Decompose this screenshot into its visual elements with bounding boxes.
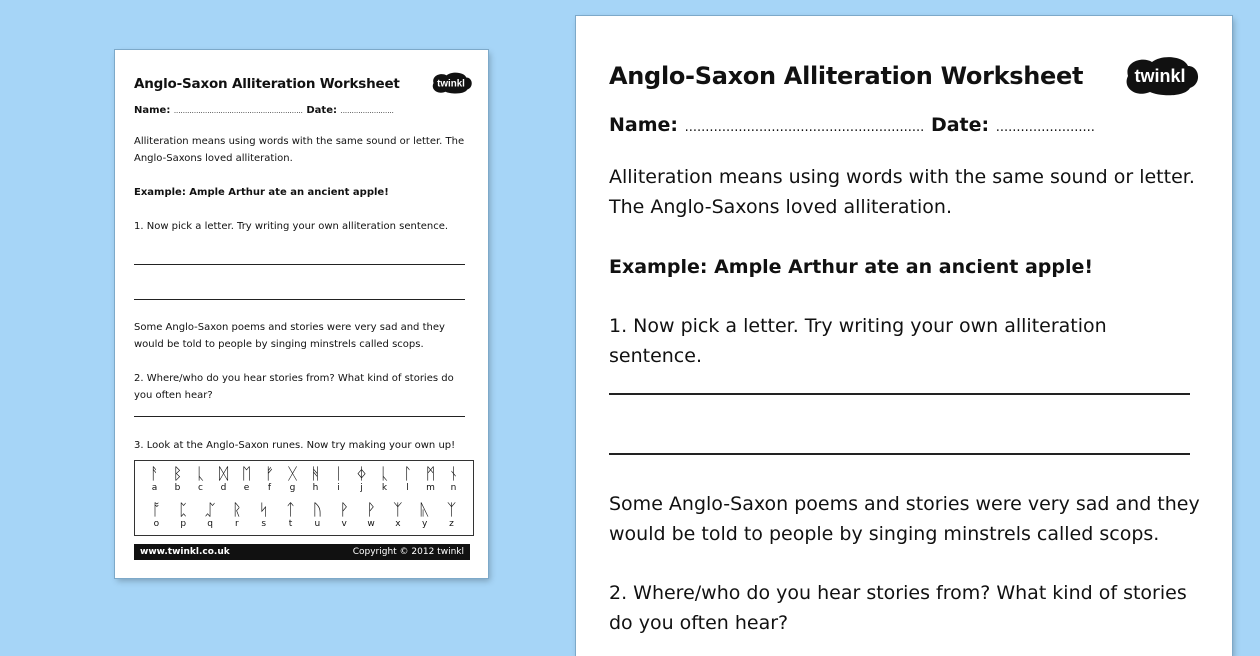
rune-letter: l <box>406 483 409 493</box>
rune-letter: q <box>207 519 213 529</box>
rune-letter: x <box>395 519 401 529</box>
rune-letter: d <box>220 483 227 493</box>
date-label: Date: <box>930 114 990 136</box>
rune-letter: m <box>426 483 435 493</box>
footer-bar <box>134 544 470 560</box>
name-date-row <box>609 114 1199 136</box>
scops-text: Some Anglo-Saxon poems and stories were very sad and they would be told to people by singing minstrels called scops. <box>134 322 445 350</box>
rune-letter: y <box>422 519 428 529</box>
rune-glyph: ᛚ <box>402 464 413 483</box>
rune-letter: r <box>235 519 239 529</box>
rune-glyph: ᚨ <box>149 464 160 483</box>
rune-glyph: ᚻ <box>310 464 321 483</box>
rune-row <box>135 465 473 483</box>
rune-glyph: ᛖ <box>241 464 252 483</box>
footer-copyright: Copyright © 2012 twinkl <box>352 547 464 557</box>
logo-text: twinkl <box>1134 66 1186 86</box>
rune-glyph: ᚢ <box>312 500 323 519</box>
rune-glyph: ᚠ <box>264 464 275 483</box>
page-title: Anglo-Saxon Alliteration Worksheet <box>609 62 1084 90</box>
answer-line[interactable] <box>134 416 465 417</box>
rune-letter: f <box>267 483 272 493</box>
rune-glyph: ᛏ <box>285 500 296 519</box>
rune-glyph: ᛉ <box>393 500 403 519</box>
rune-letter: u <box>314 519 321 529</box>
name-date-row <box>134 105 468 116</box>
question-1: 1. Now pick a letter. Try writing your own alliteration sentence. <box>134 221 449 232</box>
rune-letter: o <box>153 519 160 529</box>
rune-glyph: ᛄ <box>356 464 367 483</box>
rune-letter: w <box>367 519 375 529</box>
rune-glyph: ᛈ <box>178 500 189 519</box>
rune-letter: k <box>381 483 388 493</box>
rune-letter: e <box>243 483 250 493</box>
rune-letter: t <box>288 519 293 529</box>
answer-line[interactable] <box>134 264 465 265</box>
rune-glyph: ᛞ <box>218 464 229 483</box>
rune-row <box>135 501 473 519</box>
rune-glyph: ᛉ <box>446 500 457 519</box>
rune-glyph: ᚱ <box>232 500 242 519</box>
rune-letter: a <box>151 483 158 493</box>
rune-letter: c <box>198 483 203 493</box>
name-label: Name: <box>134 105 171 116</box>
intro-text: Alliteration means using words with the same sound or letter. The Anglo-Saxons loved alliteration. <box>134 136 465 164</box>
date-field[interactable]: ........................ <box>995 120 1095 135</box>
rune-glyph: ᚷ <box>287 464 298 483</box>
question-2: 2. Where/who do you hear stories from? What kind of stories do you often hear? <box>134 373 454 401</box>
rune-letter: h <box>312 483 319 493</box>
name-field[interactable]: .......................................................... <box>173 107 303 115</box>
rune-glyph: ᛁ <box>333 464 344 483</box>
rune-glyph: ᛒ <box>172 464 183 483</box>
rune-letter: j <box>360 483 363 493</box>
rune-letter: p <box>180 519 187 529</box>
rune-glyph: ᚣ <box>419 500 430 519</box>
date-field[interactable]: ........................ <box>340 107 394 115</box>
rune-letter: v <box>341 519 347 529</box>
example-text: Example: Ample Arthur ate an ancient apple! <box>609 256 1094 278</box>
rune-glyph: ᚳ <box>379 464 390 483</box>
answer-line[interactable] <box>134 299 465 300</box>
rune-letter: z <box>449 519 454 529</box>
letter-row <box>135 483 473 493</box>
rune-glyph: ᚹ <box>366 500 376 519</box>
page-title: Anglo-Saxon Alliteration Worksheet <box>134 76 400 92</box>
rune-letter: b <box>174 483 181 493</box>
intro-text: Alliteration means using words with the same sound or letter. The Anglo-Saxons loved alliteration. <box>609 166 1195 218</box>
twinkl-logo-icon <box>1118 54 1202 98</box>
letter-row <box>135 519 473 529</box>
rune-letter: n <box>450 483 457 493</box>
rune-glyph: ᛋ <box>258 500 269 519</box>
rune-letter: g <box>289 483 296 493</box>
worksheet-zoomed <box>576 16 1232 656</box>
example-text: Example: Ample Arthur ate an ancient apple! <box>134 187 389 198</box>
rune-glyph: ᚳ <box>195 464 206 483</box>
answer-line[interactable] <box>609 453 1190 455</box>
rune-glyph: ᛗ <box>425 464 436 483</box>
rune-table <box>134 460 474 536</box>
scops-text: Some Anglo-Saxon poems and stories were very sad and they would be told to people by singing minstrels called scops. <box>609 493 1200 545</box>
rune-glyph: ᚾ <box>448 464 459 483</box>
date-label: Date: <box>306 105 337 116</box>
rune-letter: i <box>337 483 340 493</box>
rune-glyph: ᚹ <box>339 500 349 519</box>
footer-url: www.twinkl.co.uk <box>140 547 230 557</box>
question-3: 3. Look at the Anglo-Saxon runes. Now try making your own up! <box>134 440 456 451</box>
logo-text: twinkl <box>437 78 465 90</box>
name-label: Name: <box>609 114 679 136</box>
answer-line[interactable] <box>609 393 1190 395</box>
worksheet-preview-small <box>115 50 488 578</box>
rune-glyph: ᛢ <box>205 500 215 519</box>
name-field[interactable]: .......................................................... <box>684 120 925 135</box>
twinkl-logo-icon <box>428 71 474 95</box>
question-2: 2. Where/who do you hear stories from? What kind of stories do you often hear? <box>609 582 1187 634</box>
rune-glyph: ᚩ <box>151 500 162 519</box>
question-1: 1. Now pick a letter. Try writing your own alliteration sentence. <box>609 315 1107 367</box>
rune-letter: s <box>261 519 267 529</box>
